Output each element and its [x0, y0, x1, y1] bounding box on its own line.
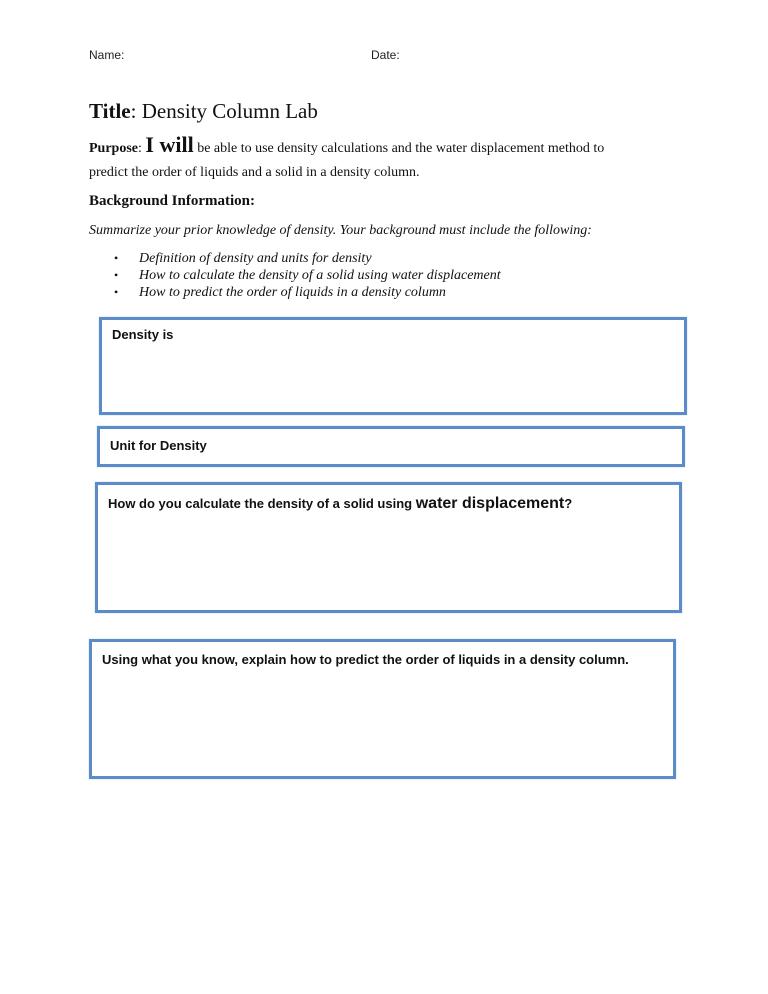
- list-item-text: How to calculate the density of a solid using water displacement: [139, 268, 501, 283]
- bullet-icon: •: [114, 285, 119, 299]
- background-heading: Background Information:: [89, 193, 255, 209]
- prompt-emphasis: water displacement: [415, 495, 565, 512]
- name-label: Name:: [89, 48, 125, 62]
- purpose-text-line1: be able to use density calculations and the water displacement method to: [193, 141, 605, 156]
- prompt-end: ?: [564, 496, 573, 511]
- bullet-icon: •: [114, 268, 119, 282]
- purpose-paragraph: [89, 133, 689, 185]
- density-unit-prompt: Unit for Density: [110, 438, 207, 453]
- list-item-text: Definition of density and units for density: [139, 251, 372, 266]
- density-unit-field[interactable]: [230, 435, 674, 458]
- list-item: [114, 267, 501, 284]
- title-label: Title: [89, 99, 131, 123]
- water-displacement-prompt: [108, 495, 572, 513]
- purpose-label: Purpose: [89, 141, 138, 156]
- background-requirements-list: [114, 250, 501, 301]
- density-definition-prompt: Density is: [112, 327, 174, 342]
- list-item: [114, 284, 501, 301]
- list-item: [114, 250, 501, 267]
- purpose-text-line2: predict the order of liquids and a solid in a density column.: [89, 165, 420, 180]
- density-definition-field[interactable]: [110, 348, 676, 406]
- purpose-emphasis: I will: [145, 132, 194, 157]
- page-title: [89, 99, 318, 124]
- purpose-separator: :: [138, 141, 146, 156]
- date-label: Date:: [371, 48, 400, 62]
- density-unit-box[interactable]: [97, 426, 685, 467]
- liquid-order-field[interactable]: [100, 676, 665, 770]
- background-instructions: Summarize your prior knowledge of density. Your background must include the following:: [89, 223, 592, 238]
- water-displacement-field[interactable]: [106, 519, 671, 604]
- water-displacement-box[interactable]: [95, 482, 682, 613]
- prompt-start: How do you calculate the density of a solid using: [108, 496, 416, 511]
- liquid-order-prompt: Using what you know, explain how to predict the order of liquids in a density column.: [102, 652, 629, 667]
- liquid-order-box[interactable]: [89, 639, 676, 779]
- title-separator: :: [130, 99, 142, 123]
- bullet-icon: •: [114, 251, 119, 265]
- density-definition-box[interactable]: [99, 317, 687, 415]
- list-item-text: How to predict the order of liquids in a density column: [139, 285, 446, 300]
- title-text: Density Column Lab: [141, 99, 318, 123]
